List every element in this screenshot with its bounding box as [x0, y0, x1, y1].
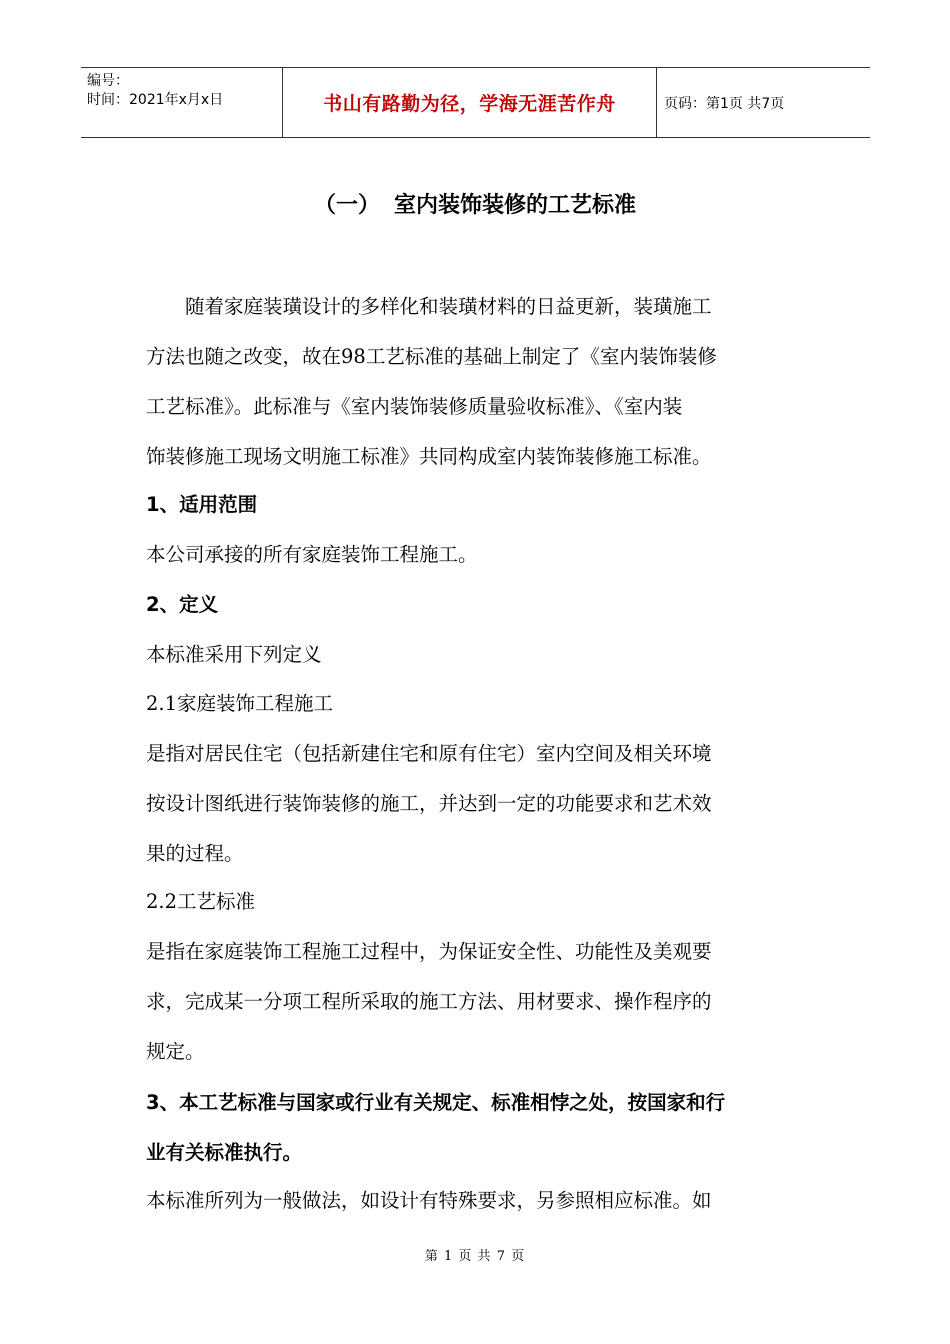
section-3-heading: [146, 1078, 810, 1178]
section-2-1-text: [146, 729, 810, 879]
section-2-heading: 2、定义: [146, 593, 219, 616]
section-2-1-heading: [146, 679, 810, 729]
intro-line: 随着家庭装璜设计的多样化和装璜材料的日益更新，装璜施工: [146, 295, 712, 318]
heading-line: 3、本工艺标准与国家或行业有关规定、标准相悖之处，按国家和行: [146, 1091, 726, 1114]
page-header: [81, 67, 870, 138]
paragraph-line: 求，完成某一分项工程所采取的施工方法、用材要求、操作程序的: [146, 990, 712, 1013]
paragraph-line: 本公司承接的所有家庭装饰工程施工。: [146, 543, 478, 566]
paragraph-line: 本标准采用下列定义: [146, 643, 322, 666]
header-page-info: 页码：第1页 共7页: [664, 95, 785, 112]
paragraph-line: 规定。: [146, 1040, 205, 1063]
section-1-heading: 1、适用范围: [146, 493, 258, 516]
header-motto: 书山有路勤为径，学海无涯苦作舟: [282, 68, 657, 137]
subsection-title: 2.1家庭装饰工程施工: [146, 692, 334, 715]
paragraph-line: 果的过程。: [146, 842, 244, 865]
paragraph-line: 本标准所列为一般做法，如设计有特殊要求，另参照相应标准。如: [146, 1189, 712, 1212]
intro-paragraph: [146, 282, 810, 482]
document-title: [0, 188, 950, 219]
header-meta: [81, 68, 282, 137]
time-label: 时间：2021年x月x日: [87, 92, 224, 108]
section-2-text: [146, 630, 810, 680]
paragraph-line: 按设计图纸进行装饰装修的施工，并达到一定的功能要求和艺术效: [146, 792, 712, 815]
intro-line: 饰装修施工现场文明施工标准》共同构成室内装饰装修施工标准。: [146, 445, 712, 468]
section-2-2-heading: [146, 877, 810, 927]
heading-line: 业有关标准执行。: [146, 1141, 303, 1164]
paragraph-line: 是指在家庭装饰工程施工过程中，为保证安全性、功能性及美观要: [146, 940, 712, 963]
section-2-2-text: [146, 927, 810, 1077]
section-1-text: [146, 530, 810, 580]
title-text: 室内装饰装修的工艺标准: [394, 193, 637, 218]
section-3-text: [146, 1176, 810, 1226]
intro-line: 方法也随之改变，故在98工艺标准的基础上制定了《室内装饰装修: [146, 345, 717, 368]
title-number: （一）: [313, 193, 380, 218]
subsection-title: 2.2工艺标准: [146, 890, 256, 913]
intro-line: 工艺标准》。此标准与《室内装饰装修质量验收标准》、《室内装: [146, 395, 683, 418]
paragraph-line: 是指对居民住宅（包括新建住宅和原有住宅）室内空间及相关环境: [146, 742, 712, 765]
page-footer: 第 1 页 共 7 页: [424, 1249, 526, 1264]
serial-label: 编号：: [87, 73, 129, 89]
